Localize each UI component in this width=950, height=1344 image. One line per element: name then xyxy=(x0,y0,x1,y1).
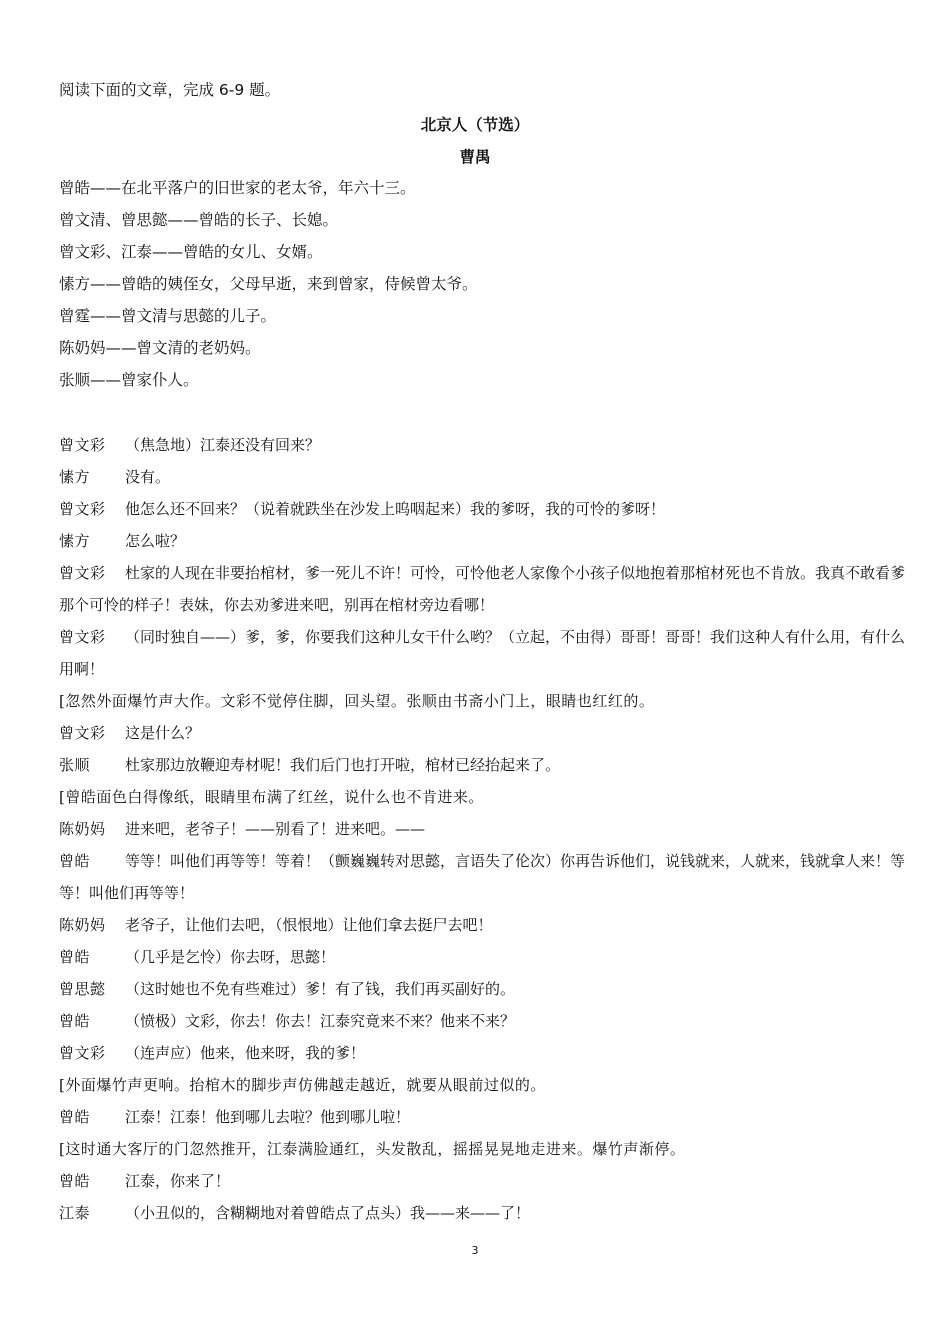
speaker-name: 曾文彩 xyxy=(59,1044,106,1062)
speaker-name: 陈奶妈 xyxy=(59,916,106,934)
stage-direction-text: [这时通大客厅的门忽然推开，江泰满脸通红，头发散乱，摇摇晃晃地走进来。爆竹声渐停。 xyxy=(59,1140,686,1158)
dialogue-line xyxy=(59,1037,905,1069)
dialogue-text: 江泰！江泰！他到哪儿去啦？他到哪儿啦！ xyxy=(125,1108,411,1126)
dialogue-line xyxy=(59,1165,905,1197)
play-script xyxy=(59,429,905,1229)
character-entry: 愫方——曾皓的姨侄女，父母早逝，来到曾家，侍候曾太爷。 xyxy=(59,275,478,293)
dialogue-text: 江泰，你来了！ xyxy=(125,1172,231,1190)
page-number: 3 xyxy=(471,1244,479,1257)
dialogue-text: （愤极）文彩，你去！你去！江泰究竟来不来？他来不来？ xyxy=(125,1012,516,1030)
speaker-name: 曾皓 xyxy=(59,852,91,870)
stage-direction xyxy=(59,1069,905,1101)
speaker-name: 曾皓 xyxy=(59,1108,91,1126)
speaker-name: 陈奶妈 xyxy=(59,820,106,838)
character-entry: 曾皓——在北平落户的旧世家的老太爷，年六十三。 xyxy=(59,179,416,197)
speaker-name: 曾皓 xyxy=(59,948,91,966)
dialogue-line xyxy=(59,557,905,621)
speaker-name: 曾皓 xyxy=(59,1172,91,1190)
speaker-name: 愫方 xyxy=(59,532,91,550)
dialogue-text: 没有。 xyxy=(125,468,171,486)
dialogue-text: （连声应）他来，他来呀，我的爹！ xyxy=(125,1044,366,1062)
speaker-name: 愫方 xyxy=(59,468,91,486)
speaker-name: 张顺 xyxy=(59,756,91,774)
dialogue-line xyxy=(59,845,905,909)
dialogue-line xyxy=(59,461,905,493)
speaker-name: 曾文彩 xyxy=(59,564,106,582)
stage-direction-text: [外面爆竹声更响。抬棺木的脚步声仿佛越走越近，就要从眼前过似的。 xyxy=(59,1076,546,1094)
dialogue-text: 怎么啦？ xyxy=(125,532,186,550)
speaker-name: 江泰 xyxy=(59,1204,91,1222)
dialogue-text: 老爷子，让他们去吧，（恨恨地）让他们拿去挺尸去吧！ xyxy=(125,916,493,934)
dialogue-line xyxy=(59,941,905,973)
speaker-name: 曾文彩 xyxy=(59,500,106,518)
dialogue-text: 杜家的人现在非要抬棺材，爹一死儿不许！可怜，可怜他老人家像个小孩子似地抱着那棺材死也不肯放。我真不敢看爹那个可怜的样子！表妹，你去劝爹进来吧，别再在棺材旁边看哪！ xyxy=(59,564,906,614)
dialogue-text: （几乎是乞怜）你去呀，思懿！ xyxy=(125,948,336,966)
stage-direction-text: [忽然外面爆竹声大作。文彩不觉停住脚，回头望。张顺由书斋小门上，眼睛也红红的。 xyxy=(59,692,655,710)
dialogue-text: （这时她也不免有些难过）爹！有了钱，我们再买副好的。 xyxy=(125,980,516,998)
speaker-name: 曾思懿 xyxy=(59,980,106,998)
speaker-name: 曾文彩 xyxy=(59,436,106,454)
dialogue-text: 这是什么？ xyxy=(125,724,201,742)
stage-direction xyxy=(59,1133,905,1165)
dialogue-line xyxy=(59,429,905,461)
dialogue-text: （同时独自——）爹，爹，你要我们这种儿女干什么哟？（立起，不由得）哥哥！哥哥！我们这种人有什么用，有什么用啊！ xyxy=(59,628,906,678)
article-title: 北京人（节选） xyxy=(420,116,530,134)
dialogue-line xyxy=(59,1197,905,1229)
character-entry: 曾文彩、江泰——曾皓的女儿、女婿。 xyxy=(59,243,323,261)
dialogue-text: 杜家那边放鞭迎寿材呢！我们后门也打开啦，棺材已经抬起来了。 xyxy=(125,756,561,774)
dialogue-line xyxy=(59,813,905,845)
dialogue-line xyxy=(59,749,905,781)
dialogue-line xyxy=(59,909,905,941)
speaker-name: 曾文彩 xyxy=(59,724,106,742)
dialogue-line xyxy=(59,1005,905,1037)
character-list xyxy=(59,176,899,400)
dialogue-text: 等等！叫他们再等等！等着！（颤巍巍转对思懿，言语失了伦次）你再告诉他们，说钱就来，人就来，钱就拿人来！等等！叫他们再等等！ xyxy=(59,852,906,902)
character-entry: 张顺——曾家仆人。 xyxy=(59,371,199,389)
dialogue-text: （小丑似的，含糊糊地对着曾皓点了点头）我——来——了！ xyxy=(125,1204,531,1222)
stage-direction xyxy=(59,685,905,717)
dialogue-line xyxy=(59,621,905,685)
reading-instruction: 阅读下面的文章，完成 6-9 题。 xyxy=(59,81,281,99)
character-entry: 陈奶妈——曾文清的老奶妈。 xyxy=(59,339,261,357)
dialogue-text: 进来吧，老爷子！——别看了！进来吧。—— xyxy=(125,820,426,838)
dialogue-text: （焦急地）江泰还没有回来？ xyxy=(125,436,321,454)
dialogue-line xyxy=(59,1101,905,1133)
character-entry: 曾文清、曾思懿——曾皓的长子、长媳。 xyxy=(59,211,339,229)
character-entry: 曾霆——曾文清与思懿的儿子。 xyxy=(59,307,277,325)
stage-direction xyxy=(59,781,905,813)
dialogue-line xyxy=(59,493,905,525)
article-author: 曹禺 xyxy=(459,148,491,166)
dialogue-line xyxy=(59,973,905,1005)
stage-direction-text: [曾皓面色白得像纸，眼睛里布满了红丝，说什么也不肯进来。 xyxy=(59,788,484,806)
speaker-name: 曾文彩 xyxy=(59,628,106,646)
speaker-name: 曾皓 xyxy=(59,1012,91,1030)
dialogue-text: 他怎么还不回来？（说着就跌坐在沙发上呜咽起来）我的爹呀，我的可怜的爹呀！ xyxy=(125,500,666,518)
dialogue-line xyxy=(59,717,905,749)
dialogue-line xyxy=(59,525,905,557)
